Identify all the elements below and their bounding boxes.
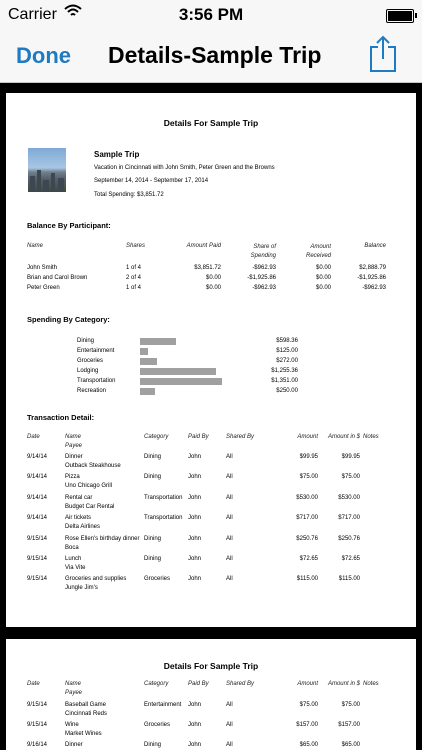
spending-bar <box>140 378 222 385</box>
tx-payee: Jungle Jim's <box>65 585 98 592</box>
balance-paid: $0.00 <box>205 285 221 291</box>
tx-date: 9/14/14 <box>27 474 48 481</box>
tx-col-shared-by: Shared By <box>226 434 255 440</box>
spending-label: Transportation <box>77 378 116 384</box>
tx-col-notes: Notes <box>363 434 379 440</box>
tx-col-amount-usd: Amount in $ <box>327 434 360 440</box>
spending-amount: $250.00 <box>276 388 298 394</box>
tx-name: Air tickets <box>65 515 92 522</box>
tx-col-name-p2: Name <box>65 681 82 687</box>
balance-shares: 1 of 4 <box>126 285 142 291</box>
tx-date: 9/16/14 <box>27 742 48 748</box>
spending-bar <box>140 358 157 365</box>
tx-payee: Cincinnati Reds <box>65 711 108 717</box>
tx-payee: Outback Steakhouse <box>65 463 121 469</box>
transactions-heading: Transaction Detail: <box>27 413 95 422</box>
status-bar <box>0 0 422 32</box>
tx-col-date: Date <box>27 434 40 440</box>
balance-name: Peter Green <box>27 285 60 291</box>
balance-col-share: Share of Spending <box>250 244 276 259</box>
page-title: Details-Sample Trip <box>108 42 322 68</box>
trip-photo <box>28 148 66 192</box>
report-page-2 <box>6 639 416 750</box>
tx-date: 9/15/14 <box>27 556 48 562</box>
navigation-bar <box>0 32 422 83</box>
tx-col-paid-by-p2: Paid By <box>188 681 209 687</box>
tx-amount: $250.76 <box>296 535 318 542</box>
tx-col-paid-by: Paid By <box>188 434 209 440</box>
tx-name: Dinner <box>65 742 83 748</box>
tx-shared-by: All <box>226 535 233 542</box>
tx-amount-usd: $530.00 <box>338 494 360 501</box>
tx-shared-by: All <box>226 722 233 728</box>
balance-value: -$962.93 <box>362 285 386 291</box>
tx-paid-by: John <box>188 474 202 481</box>
report-page-1 <box>6 93 416 627</box>
trip-dates: September 14, 2014 - September 17, 2014 <box>94 178 209 184</box>
carrier-label: Carrier <box>8 6 57 23</box>
tx-amount: $157.00 <box>296 722 318 728</box>
tx-amount-usd: $65.00 <box>341 742 360 748</box>
balance-col-name: Name <box>27 243 44 249</box>
tx-category: Transportation <box>144 494 183 501</box>
trip-description: Vacation in Cincinnati with John Smith, Peter Green and the Browns <box>94 165 275 171</box>
tx-payee: Budget Car Rental <box>65 503 115 510</box>
balance-paid: $3,851.72 <box>194 265 221 271</box>
balance-paid: $0.00 <box>205 275 221 281</box>
tx-amount: $717.00 <box>296 515 318 522</box>
tx-amount-usd: $115.00 <box>338 576 360 583</box>
tx-category: Transportation <box>144 515 183 522</box>
tx-category: Entertainment <box>144 702 182 708</box>
tx-shared-by: All <box>226 494 233 501</box>
tx-date: 9/14/14 <box>27 494 48 501</box>
balance-name: Brian and Carol Brown <box>27 275 88 281</box>
tx-shared-by: All <box>226 454 233 460</box>
tx-category: Groceries <box>144 722 171 728</box>
spending-amount: $1,255.36 <box>271 368 298 374</box>
tx-shared-by: All <box>226 474 233 481</box>
tx-amount-usd: $250.76 <box>338 535 360 542</box>
trip-name: Sample Trip <box>94 150 140 159</box>
tx-col-category: Category <box>144 434 169 440</box>
spending-amount: $125.00 <box>276 348 298 354</box>
report-title-page-2: Details For Sample Trip <box>163 661 259 671</box>
balance-col-paid: Amount Paid <box>186 243 221 249</box>
tx-col-payee-p2: Payee <box>65 690 83 696</box>
spending-bar <box>140 338 176 345</box>
tx-amount-usd: $157.00 <box>338 722 360 728</box>
tx-col-amount-usd-p2: Amount in $ <box>327 681 360 687</box>
tx-category: Dining <box>144 556 162 562</box>
spending-bar <box>140 348 148 355</box>
tx-paid-by: John <box>188 576 202 583</box>
balance-heading: Balance By Participant: <box>27 221 111 230</box>
tx-paid-by: John <box>188 454 202 460</box>
balance-received: $0.00 <box>315 275 331 281</box>
tx-paid-by: John <box>188 722 202 728</box>
trip-total: Total Spending: $3,851.72 <box>94 192 164 198</box>
balance-col-balance: Balance <box>364 243 386 249</box>
tx-date: 9/15/14 <box>27 535 48 542</box>
tx-col-notes-p2: Notes <box>363 681 379 687</box>
battery-icon <box>386 9 414 23</box>
tx-name: Lunch <box>65 556 82 562</box>
tx-amount-usd: $99.95 <box>341 454 360 460</box>
tx-amount: $65.00 <box>299 742 318 748</box>
tx-shared-by: All <box>226 742 233 748</box>
tx-payee: Boca <box>65 544 79 551</box>
tx-col-date-p2: Date <box>27 681 40 687</box>
tx-shared-by: All <box>226 515 233 522</box>
tx-amount: $530.00 <box>296 494 318 501</box>
tx-name: Baseball Game <box>65 702 107 708</box>
tx-category: Dining <box>144 742 162 748</box>
balance-col-shares: Shares <box>126 243 146 249</box>
tx-name: Groceries and supplies <box>65 576 127 583</box>
tx-col-category-p2: Category <box>144 681 169 687</box>
spending-label: Groceries <box>77 358 104 364</box>
spending-label: Entertainment <box>77 348 115 354</box>
share-icon[interactable] <box>368 35 398 73</box>
tx-category: Groceries <box>144 576 171 583</box>
tx-amount-usd: $717.00 <box>338 515 360 522</box>
tx-amount: $75.00 <box>299 474 318 481</box>
tx-amount: $72.65 <box>299 556 318 562</box>
spending-heading: Spending By Category: <box>27 315 110 324</box>
tx-amount-usd: $75.00 <box>341 702 360 708</box>
spending-label: Recreation <box>77 388 107 394</box>
tx-col-amount-p2: Amount <box>297 681 318 687</box>
balance-value: -$1,925.86 <box>357 275 386 281</box>
tx-date: 9/14/14 <box>27 515 48 522</box>
tx-shared-by: All <box>226 556 233 562</box>
balance-received: $0.00 <box>315 265 331 271</box>
tx-date: 9/14/14 <box>27 454 48 460</box>
tx-category: Dining <box>144 474 162 481</box>
tx-payee: Uno Chicago Grill <box>65 483 113 490</box>
tx-date: 9/15/14 <box>27 722 48 728</box>
tx-col-name: Name <box>65 434 82 440</box>
tx-paid-by: John <box>188 702 202 708</box>
balance-shares: 2 of 4 <box>126 275 142 281</box>
tx-name: Pizza <box>65 474 80 481</box>
tx-payee: Via Vite <box>65 565 86 571</box>
clock: 3:56 PM <box>178 5 244 24</box>
spending-amount: $272.00 <box>276 358 298 364</box>
tx-date: 9/15/14 <box>27 702 48 708</box>
balance-value: $2,888.79 <box>359 265 386 271</box>
spending-amount: $1,351.00 <box>271 378 298 384</box>
balance-share: -$962.93 <box>252 285 276 291</box>
tx-amount: $75.00 <box>299 702 318 708</box>
tx-name: Wine <box>65 722 79 728</box>
tx-paid-by: John <box>188 535 202 542</box>
balance-received: $0.00 <box>315 285 331 291</box>
tx-paid-by: John <box>188 556 202 562</box>
balance-share: -$962.93 <box>252 265 276 271</box>
tx-shared-by: All <box>226 576 233 583</box>
tx-amount: $115.00 <box>296 576 318 583</box>
tx-category: Dining <box>144 454 162 460</box>
tx-amount-usd: $75.00 <box>341 474 360 481</box>
tx-date: 9/15/14 <box>27 576 48 583</box>
spending-amount: $598.36 <box>276 338 298 344</box>
tx-payee: Delta Airlines <box>65 524 101 531</box>
report-title: Details For Sample Trip <box>163 118 259 128</box>
tx-name: Rental car <box>65 494 93 501</box>
tx-amount-usd: $72.65 <box>341 556 360 562</box>
tx-paid-by: John <box>188 515 202 522</box>
tx-col-payee: Payee <box>65 443 83 449</box>
tx-category: Dining <box>144 535 162 542</box>
tx-name: Rose Ellen's birthday dinner <box>65 535 140 542</box>
balance-name: John Smith <box>27 265 58 271</box>
balance-shares: 1 of 4 <box>126 265 142 271</box>
tx-paid-by: John <box>188 742 202 748</box>
balance-col-received: Amount Received <box>305 244 331 259</box>
tx-amount: $99.95 <box>299 454 318 460</box>
spending-label: Dining <box>77 338 95 344</box>
balance-share: -$1,925.86 <box>247 275 276 281</box>
tx-payee: Market Wines <box>65 731 102 737</box>
tx-shared-by: All <box>226 702 233 708</box>
tx-paid-by: John <box>188 494 202 501</box>
spending-bar <box>140 368 216 375</box>
spending-label: Lodging <box>77 368 99 374</box>
done-button[interactable]: Done <box>16 43 71 68</box>
spending-bar <box>140 388 155 395</box>
report-viewer[interactable] <box>0 83 422 750</box>
tx-col-amount: Amount <box>297 434 318 440</box>
tx-col-shared-by-p2: Shared By <box>226 681 255 687</box>
tx-name: Dinner <box>65 454 83 460</box>
